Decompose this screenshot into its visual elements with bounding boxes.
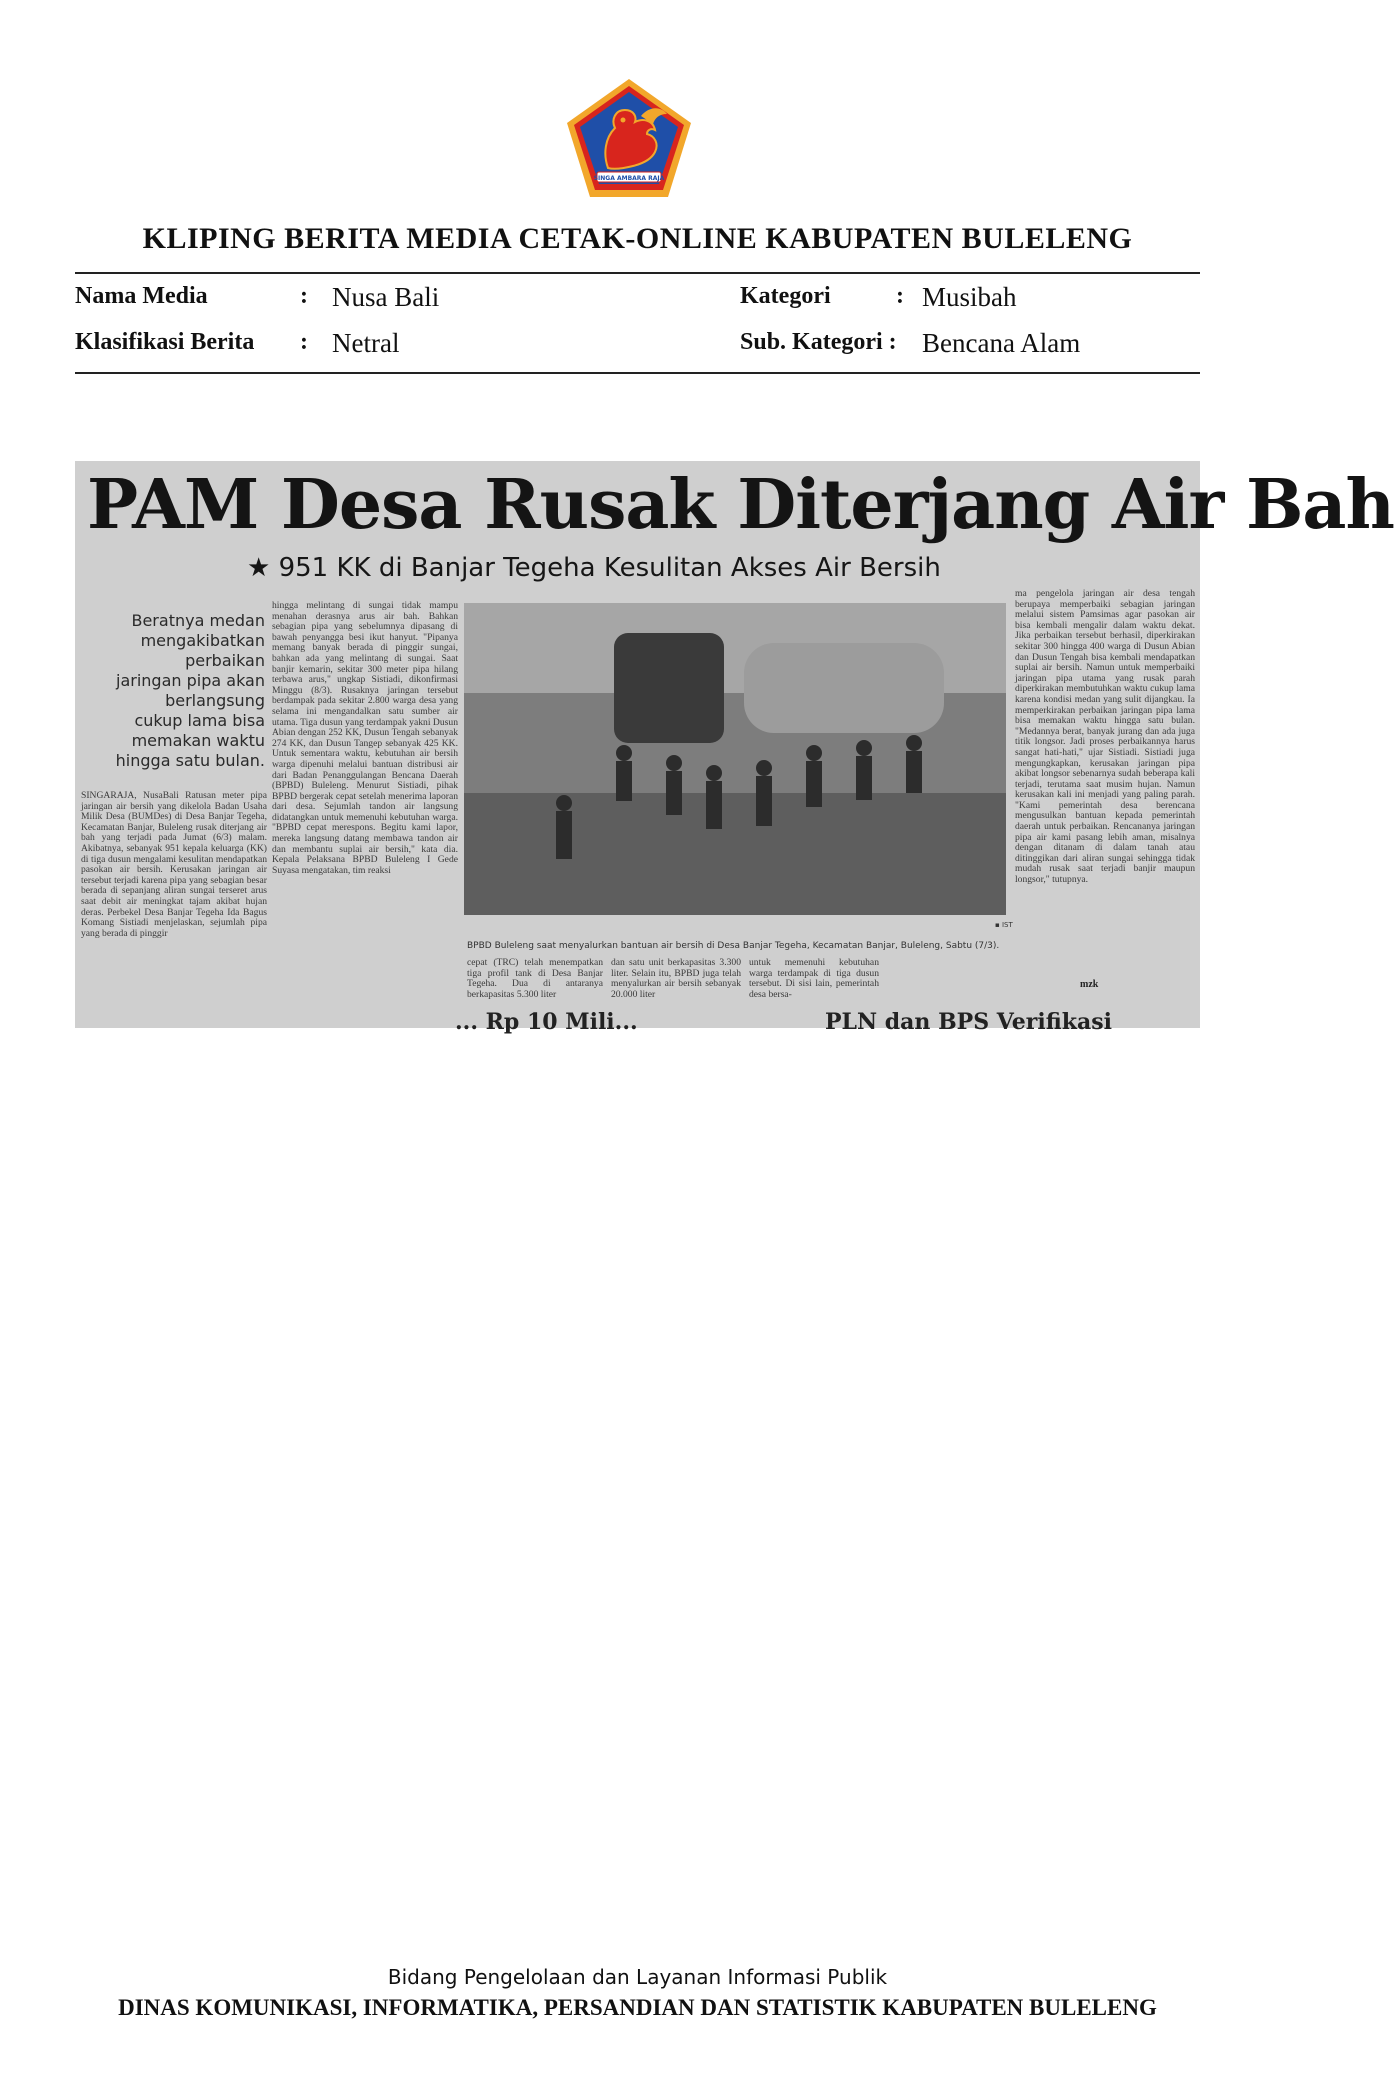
klasifikasi-label: Klasifikasi Berita [75, 329, 255, 355]
kategori-colon: : [896, 283, 904, 309]
article-column-3: cepat (TRC) telah menempatkan tiga profil tank di Desa Banjar Tegeha. Dua di antaranya berkapasitas 5.300 liter [467, 957, 603, 1000]
pull-quote: Beratnya medan mengakibatkan perbaikan jaringan pipa akan berlangsung cukup lama bisa memakan waktu hingga satu bulan. [115, 611, 265, 770]
media-label: Nama Media [75, 283, 208, 309]
top-divider [75, 272, 1200, 274]
article-column-2: hingga melintang di sungai tidak mampu menahan derasnya arus air bah. Bahkan sebagian pipa yang sebelumnya dipasang di bawah penyangga besi ikut hanyut. "Pipanya memang banyak berada di pinggir sungai, bahkan ada yang melintang di sungai. Saat banjir kemarin, sekitar 300 meter pipa hilang terbawa arus," ungkap Sistiadi, dikonfirmasi Minggu (8/3). Rusaknya jaringan tersebut berdampak pada sekitar 2.800 warga desa yang selama ini mengandalkan satu sumber air utama. Tiga dusun yang terdampak yakni Dusun Abian dengan 252 KK, Dusun Tengah sebanyak 274 KK, dan Dusun Tangep sebanyak 425 KK. Untuk sementara waktu, kebutuhan air bersih warga dipenuhi melalui bantuan distribusi air dari Badan Penanggulangan Bencana Daerah (BPBD) Buleleng. Menurut Sistiadi, pihak BPBD bergerak cepat setelah menerima laporan dari desa. Sejumlah tandon air langsung didatangkan untuk memenuhi kebutuhan warga. "BPBD cepat merespons. Begitu kami lapor, mereka langsung datang membawa tandon air dan membantu suplai air bersih," kata dia. Kepala Pelaksana BPBD Buleleng I Gede Suyasa mengatakan, tim reaksi [272, 600, 458, 876]
photo-credit: ▪ IST [995, 921, 1013, 929]
logo-motto: SINGA AMBARA RAJA [593, 175, 665, 182]
media-value: Nusa Bali [332, 282, 440, 312]
kategori-label: Kategori [740, 283, 831, 309]
author-initials: mzk [1080, 979, 1099, 990]
article-column-5: untuk memenuhi kebutuhan warga terdampak di tiga dusun tersebut. Di sisi lain, pemerintah desa bersa- [749, 957, 879, 1000]
next-article-head-right: PLN dan BPS Verifikasi [825, 1009, 1112, 1035]
footer-department: Bidang Pengelolaan dan Layanan Informasi Publik [387, 1965, 888, 1989]
news-photo-image [464, 603, 1006, 915]
document-title: KLIPING BERITA MEDIA CETAK-ONLINE KABUPATEN BULELENG [142, 222, 1133, 255]
article-column-4: dan satu unit berkapasitas 3.300 liter. Selain itu, BPBD juga telah menyalurkan air bersih sebanyak 20.000 liter [611, 957, 741, 1000]
media-colon: : [300, 283, 308, 309]
subkategori-label: Sub. Kategori : [740, 329, 897, 355]
article-column-1: SINGARAJA, NusaBali Ratusan meter pipa jaringan air bersih yang dikelola Badan Usaha Milik Desa (BUMDes) di Desa Banjar Tegeha, Kecamatan Banjar, Buleleng rusak diterjang air bah yang terjadi pada Jumat (6/3) malam. Akibatnya, sebanyak 951 kepala keluarga (KK) di tiga dusun mengalami kesulitan mendapatkan pasokan air bersih. Kerusakan jaringan air tersebut terjadi karena pipa yang sebagian besar berada di sepanjang aliran sungai terseret arus saat debit air meningkat tajam akibat hujan deras. Perbekel Desa Banjar Tegeha Ida Bagus Komang Sistiadi menjelaskan, sejumlah pipa yang berada di pinggir [81, 790, 267, 939]
kabupaten-buleleng-logo [563, 76, 695, 200]
clipping-headline: PAM Desa Rusak Diterjang Air Bah [87, 465, 1394, 545]
newspaper-clipping [75, 461, 1394, 1035]
footer-agency: DINAS KOMUNIKASI, INFORMATIKA, PERSANDIAN DAN STATISTIK KABUPATEN BULELENG [118, 1995, 1157, 2020]
photo-caption: BPBD Buleleng saat menyalurkan bantuan air bersih di Desa Banjar Tegeha, Kecamatan Banjar, Buleleng, Sabtu (7/3). [467, 941, 1000, 951]
klasifikasi-value: Netral [332, 328, 400, 358]
article-column-6: ma pengelola jaringan air desa tengah berupaya memperbaiki sebagian jaringan melalui sistem Pamsimas agar pasokan air bisa kembali mengalir dalam waktu dekat. Jika perbaikan tersebut berhasil, diperkirakan sekitar 300 hingga 400 warga di Dusun Abian dan Dusun Tengah bisa kembali mendapatkan suplai air bersih. Namun untuk memperbaiki jaringan pipa utama yang rusak parah diperkirakan membutuhkan waktu cukup lama karena kondisi medan yang sulit dijangkau. Ia memperkirakan perbaikan jaringan pipa lama bisa memakan waktu hingga satu bulan. "Medannya berat, banyak jurang dan ada juga titik longsor. Jadi proses perbaikannya harus sangat hati-hati," ujar Sistiadi. Sistiadi juga mengungkapkan, kerusakan jaringan pipa akibat longsor sebenarnya sudah beberapa kali terjadi, terutama saat musim hujan. Namun kerusakan kali ini menjadi yang paling parah. "Kami pemerintah desa berencana mengusulkan bantuan kepada pemerintah daerah untuk perbaikan. Rencananya jaringan pipa air kami pasang lebih aman, misalnya dengan ditanam di dalam tanah atau ditinggikan dari aliran sungai sehingga tidak mudah rusak saat terjadi banjir maupun longsor," tutupnya. [1015, 588, 1195, 886]
news-photo [464, 603, 1006, 915]
clipping-subhead: ★ 951 KK di Banjar Tegeha Kesulitan Akses Air Bersih [247, 553, 941, 583]
subkategori-value: Bencana Alam [922, 328, 1081, 358]
klasifikasi-colon: : [300, 329, 308, 355]
next-article-head-left: ... Rp 10 Mili... [455, 1009, 638, 1035]
bottom-divider [75, 372, 1200, 374]
kategori-value: Musibah [922, 282, 1017, 312]
